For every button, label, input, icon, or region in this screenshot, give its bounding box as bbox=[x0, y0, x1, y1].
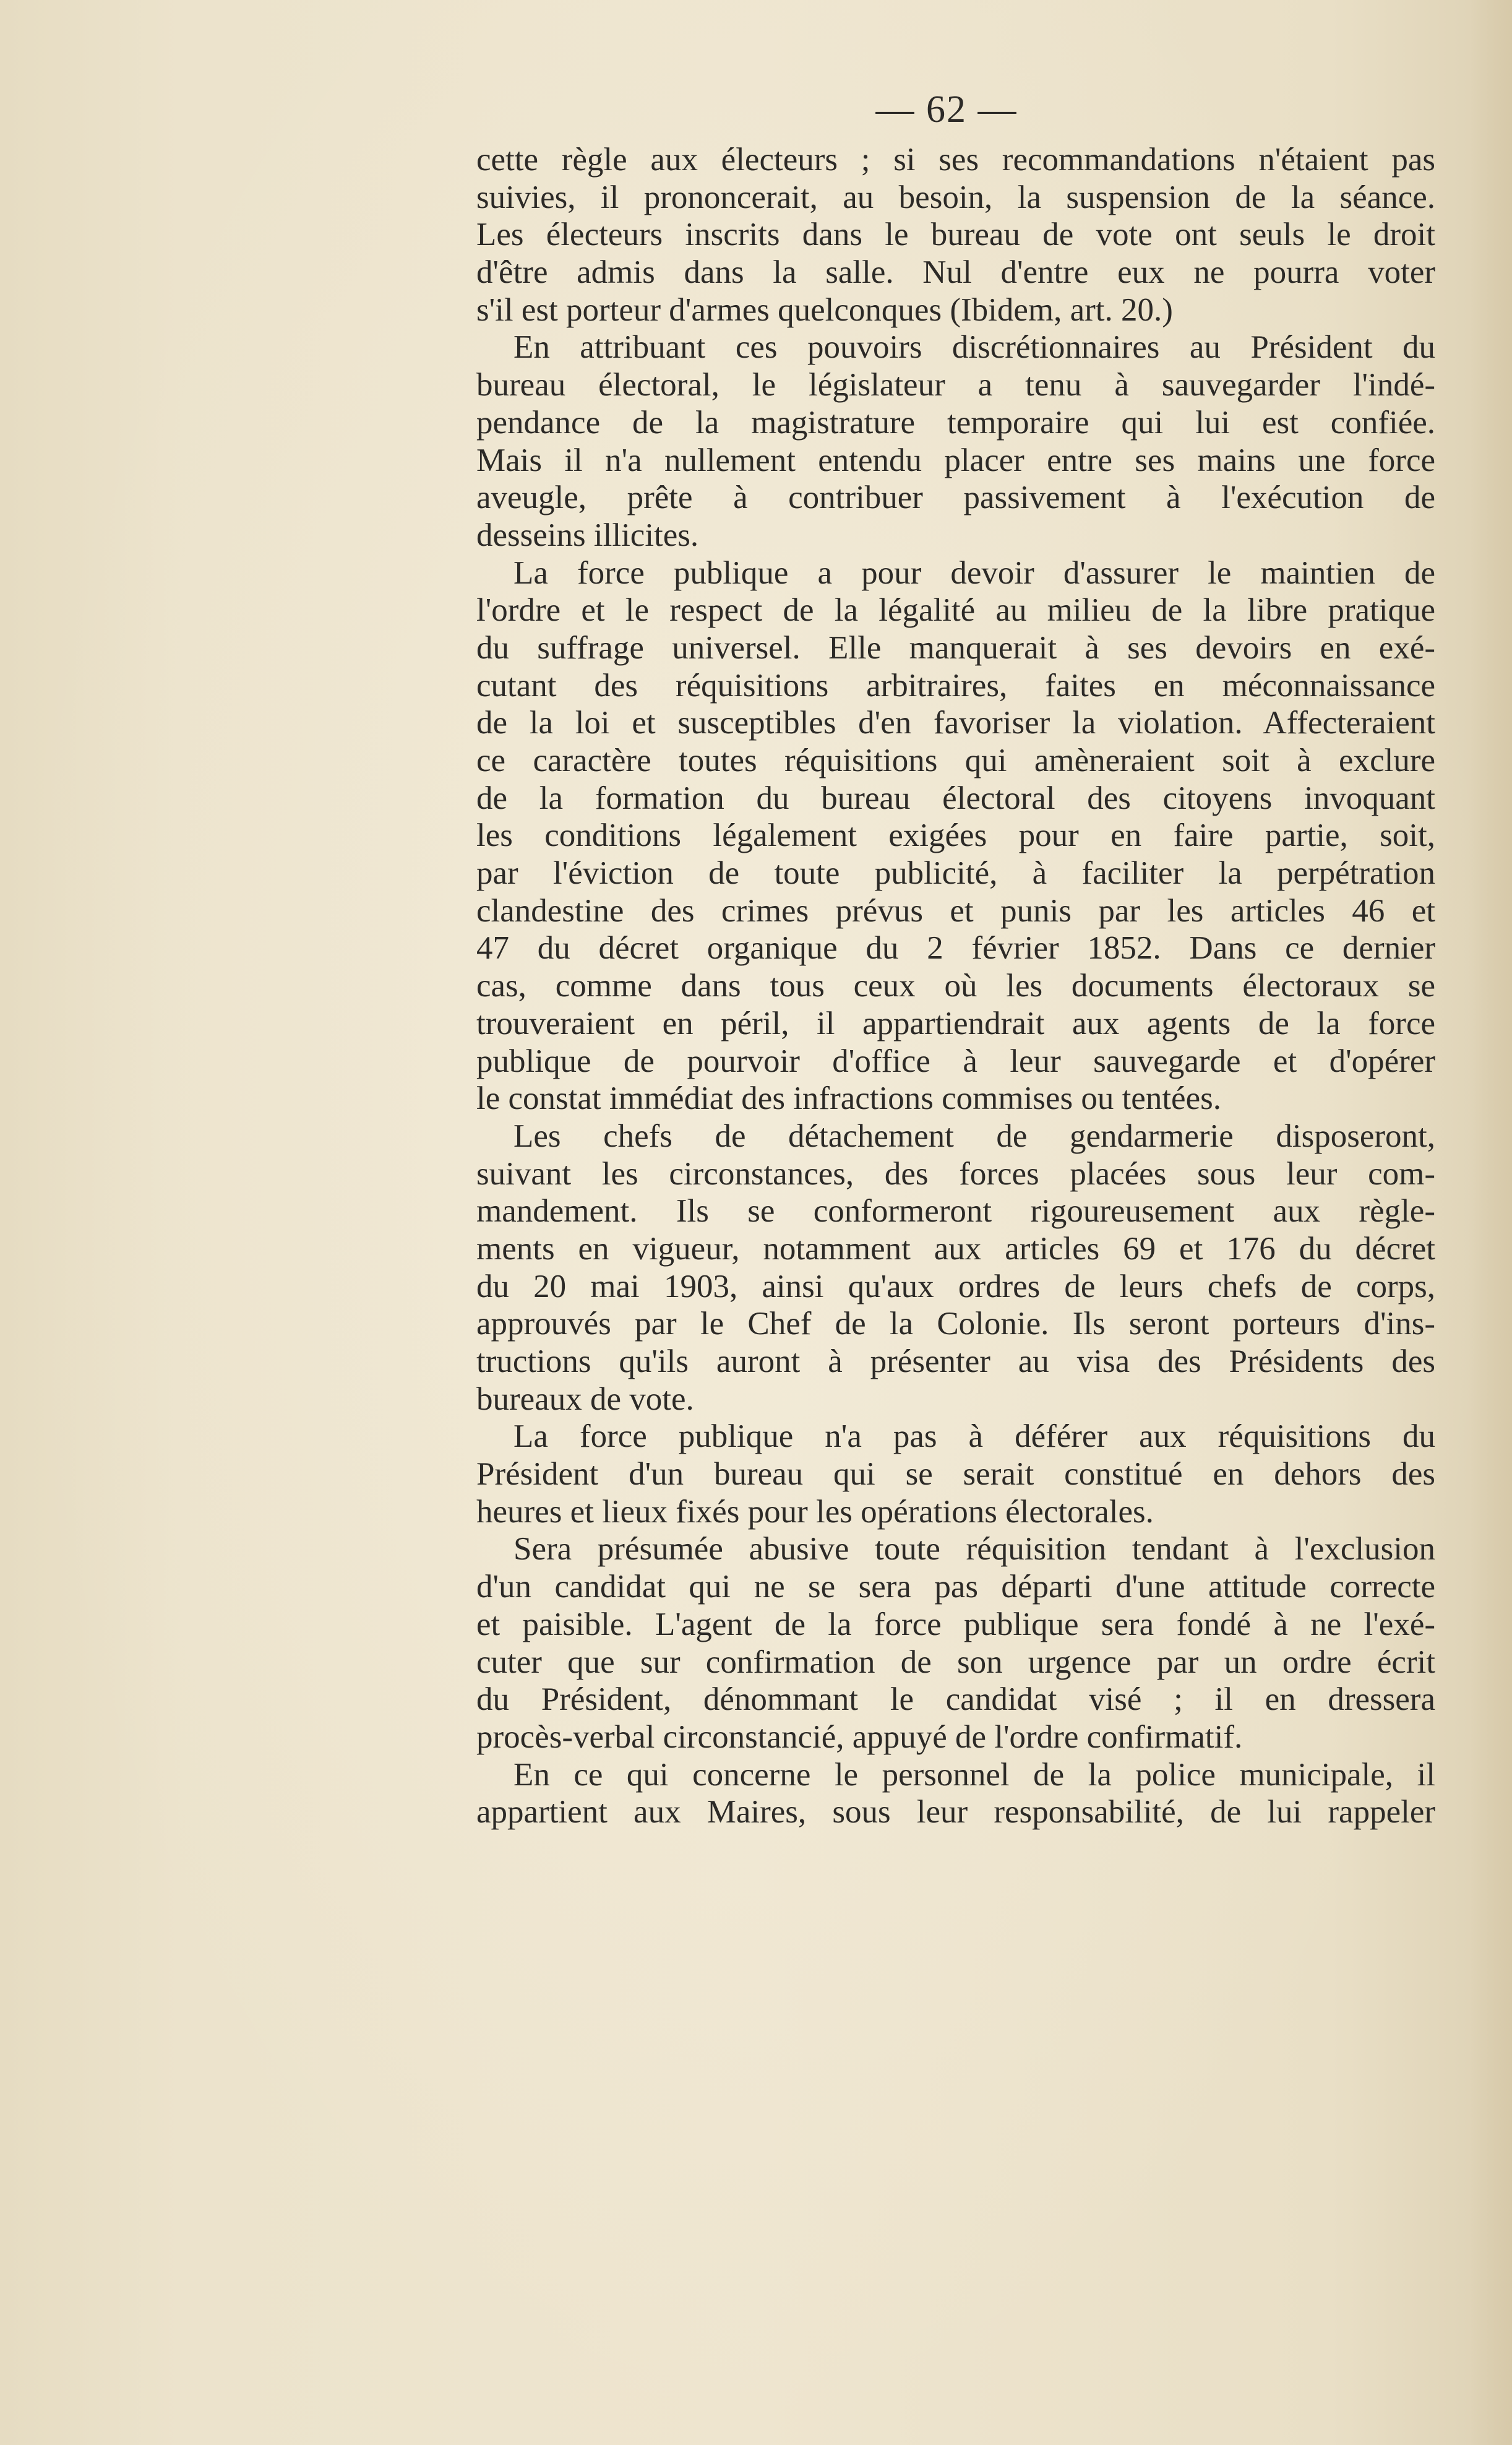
text-line: En ce qui concerne le personnel de la police municipale, il bbox=[513, 1756, 1435, 1793]
text-line: bureaux de vote. bbox=[476, 1381, 694, 1417]
text-line: par l'éviction de toute publicité, à faciliter la perpétration bbox=[476, 855, 1435, 892]
page-number: — 62 — bbox=[875, 88, 1018, 131]
text-line: publique de pourvoir d'office à leur sauvegarde et d'opérer bbox=[476, 1043, 1435, 1079]
text-line: du Président, dénommant le candidat visé ; il en dressera bbox=[476, 1681, 1435, 1718]
text-line: l'ordre et le respect de la légalité au milieu de la libre pratique bbox=[476, 592, 1435, 629]
page-edge-shadow bbox=[1469, 0, 1512, 2445]
text-line: s'il est porteur d'armes quelconques (Ibidem, art. 20.) bbox=[476, 291, 1173, 328]
body-text bbox=[476, 141, 1435, 1831]
text-line: approuvés par le Chef de la Colonie. Ils seront porteurs d'ins- bbox=[476, 1306, 1435, 1342]
text-line: le constat immédiat des infractions commises ou tentées. bbox=[476, 1080, 1221, 1117]
text-line: du suffrage universel. Elle manquerait à ses devoirs en exé- bbox=[476, 629, 1435, 666]
text-line: cuter que sur confirmation de son urgence par un ordre écrit bbox=[476, 1644, 1435, 1680]
text-line: d'être admis dans la salle. Nul d'entre eux ne pourra voter bbox=[476, 254, 1435, 291]
text-line: suivant les circonstances, des forces placées sous leur com- bbox=[476, 1155, 1435, 1192]
text-line: ce caractère toutes réquisitions qui amèneraient soit à exclure bbox=[476, 743, 1435, 778]
text-line: Président d'un bureau qui se serait constitué en dehors des bbox=[476, 1456, 1435, 1493]
text-line: Sera présumée abusive toute réquisition tendant à l'exclusion bbox=[513, 1531, 1435, 1567]
text-line: cette règle aux électeurs ; si ses recommandations n'étaient pas bbox=[476, 142, 1435, 178]
text-line: desseins illicites. bbox=[476, 517, 699, 553]
text-line: cas, comme dans tous ceux où les documents électoraux se bbox=[476, 968, 1435, 1004]
text-line: du 20 mai 1903, ainsi qu'aux ordres de leurs chefs de corps, bbox=[476, 1268, 1435, 1304]
text-line: Mais il n'a nullement entendu placer entre ses mains une force bbox=[476, 442, 1435, 478]
text-line: bureau électoral, le législateur a tenu à sauvegarder l'indé- bbox=[476, 367, 1435, 403]
text-line: mandement. Ils se conformeront rigoureusement aux règle- bbox=[476, 1193, 1435, 1230]
text-line: suivies, il prononcerait, au besoin, la suspension de la séance. bbox=[476, 179, 1435, 215]
text-line: cutant des réquisitions arbitraires, faites en méconnaissance bbox=[476, 667, 1435, 704]
text-line: 47 du décret organique du 2 février 1852. Dans ce dernier bbox=[476, 930, 1435, 967]
text-line: clandestine des crimes prévus et punis par les articles 46 et bbox=[476, 892, 1435, 929]
text-line: de la formation du bureau électoral des citoyens invoquant bbox=[476, 780, 1435, 816]
text-line: La force publique a pour devoir d'assurer le maintien de bbox=[513, 554, 1435, 591]
text-line: aveugle, prête à contribuer passivement à l'exécution de bbox=[476, 480, 1435, 516]
text-line: de la loi et susceptibles d'en favoriser la violation. Affecteraient bbox=[476, 705, 1435, 741]
text-line: appartient aux Maires, sous leur responsabilité, de lui rappeler bbox=[476, 1794, 1435, 1831]
text-line: pendance de la magistrature temporaire qui lui est confiée. bbox=[476, 404, 1435, 441]
text-line: trouveraient en péril, il appartiendrait aux agents de la force bbox=[476, 1005, 1435, 1041]
text-line: ments en vigueur, notamment aux articles 69 et 176 du décret bbox=[476, 1230, 1435, 1267]
text-line: En attribuant ces pouvoirs discrétionnaires au Président du bbox=[513, 329, 1435, 366]
text-line: heures et lieux fixés pour les opérations électorales. bbox=[476, 1493, 1154, 1530]
text-line: Les électeurs inscrits dans le bureau de vote ont seuls le droit bbox=[476, 217, 1435, 253]
text-line: La force publique n'a pas à déférer aux réquisitions du bbox=[513, 1418, 1435, 1455]
text-line: tructions qu'ils auront à présenter au visa des Présidents des bbox=[476, 1343, 1435, 1379]
text-line: d'un candidat qui ne se sera pas départi d'une attitude correcte bbox=[476, 1569, 1435, 1605]
text-line: et paisible. L'agent de la force publique sera fondé à ne l'exé- bbox=[476, 1606, 1435, 1642]
text-line: Les chefs de détachement de gendarmerie disposeront, bbox=[513, 1118, 1435, 1154]
text-line: procès-verbal circonstancié, appuyé de l'ordre confirmatif. bbox=[476, 1718, 1243, 1755]
text-line: les conditions légalement exigées pour en faire partie, soit, bbox=[476, 817, 1435, 854]
